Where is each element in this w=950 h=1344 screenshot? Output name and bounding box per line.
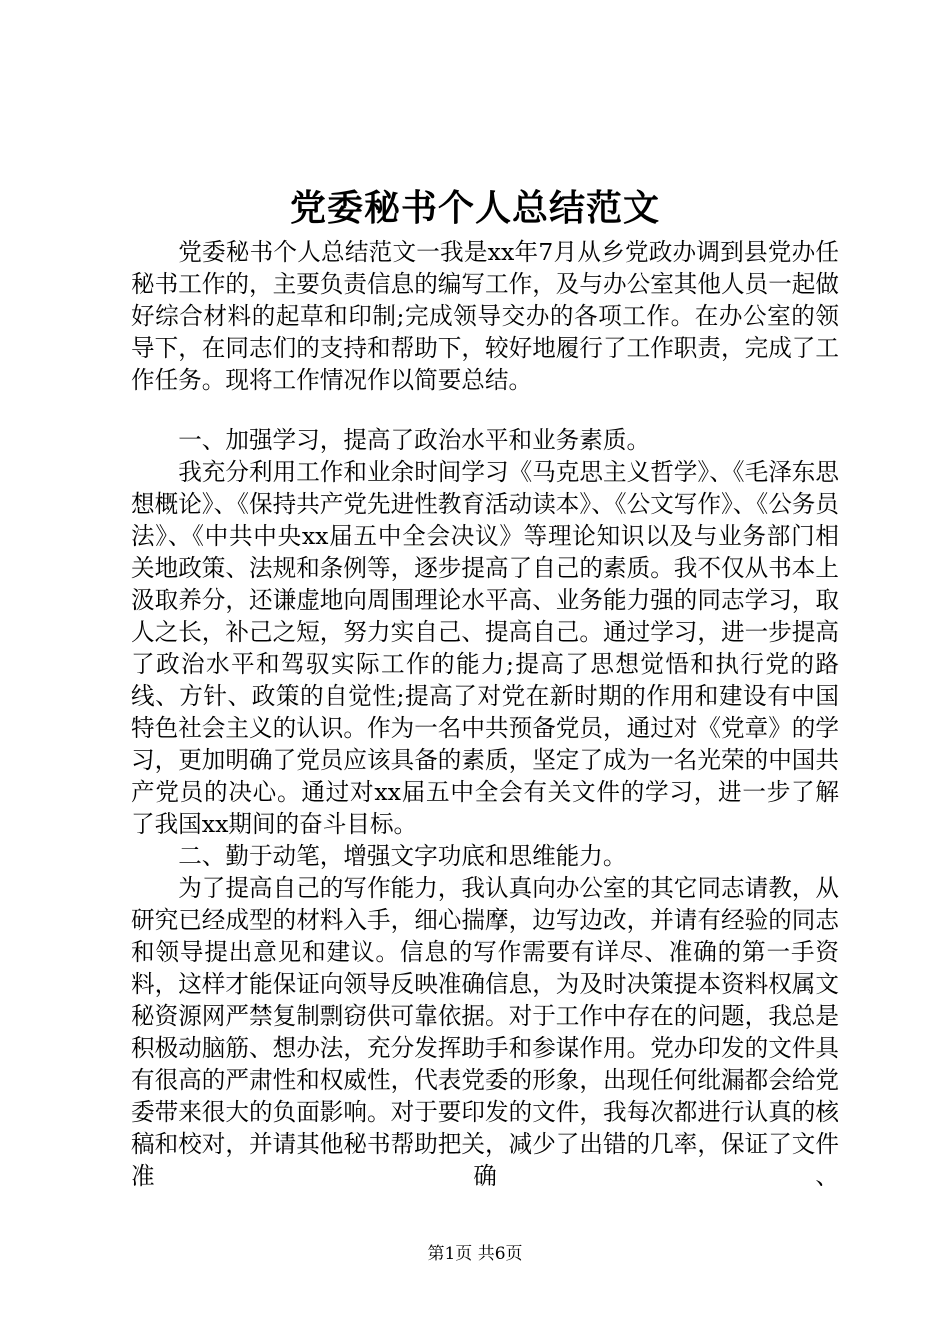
- page-number-footer: 第1页 共6页: [427, 1244, 523, 1264]
- paragraph-intro: 党委秘书个人总结范文一我是xx年7月从乡党政办调到县党办任秘书工作的，主要负责信息的编写工作，及与办公室其他人员一起做好综合材料的起草和印制;完成领导交办的各项工作。在办公室的领导下，在同志们的支持和帮助下，较好地履行了工作职责，完成了工作任务。现将工作情况作以简要总结。: [131, 238, 839, 394]
- paragraph-writing: 为了提高自己的写作能力，我认真向办公室的其它同志请教，从研究已经成型的材料入手，细心揣摩，边写边改，并请有经验的同志和领导提出意见和建议。信息的写作需要有详尽、准确的第一手资料，这样才能保证向领导反映准确信息，为及时决策提本资料权属文秘资源网严禁复制剽窃供可靠依据。对于工作中存在的问题，我总是积极动脑筋、想办法，充分发挥助手和参谋作用。党办印发的文件具有很高的严肃性和权威性，代表党委的形象，出现任何纰漏都会给党委带来很大的负面影响。对于要印发的文件，我每次都进行认真的核稿和校对，并请其他秘书帮助把关，减少了出错的几率，保证了文件准确、: [131, 874, 839, 1190]
- section-heading-1: 一、加强学习，提高了政治水平和业务素质。: [178, 426, 651, 454]
- section-heading-2: 二、勤于动笔，增强文字功底和思维能力。: [178, 842, 627, 870]
- document-title: 党委秘书个人总结范文: [289, 187, 660, 229]
- paragraph-study: 我充分利用工作和业余时间学习《马克思主义哲学》、《毛泽东思想概论》、《保持共产党先进性教育活动读本》、《公文写作》、《公务员法》、《中共中央xx届五中全会决议》等理论知识以及与业务部门相关地政策、法规和条例等，逐步提高了自己的素质。我不仅从书本上汲取养分，还谦虚地向周围理论水平高、业务能力强的同志学习，取人之长，补己之短，努力实自己、提高自己。通过学习，进一步提高了政治水平和驾驭实际工作的能力;提高了思想觉悟和执行党的路线、方针、政策的自觉性;提高了对党在新时期的作用和建设有中国特色社会主义的认识。作为一名中共预备党员，通过对《党章》的学习，更加明确了党员应该具备的素质，坚定了成为一名光荣的中国共产党员的决心。通过对xx届五中全会有关文件的学习，进一步了解了我国xx期间的奋斗目标。: [131, 458, 839, 838]
- paragraph-gap: [131, 396, 839, 424]
- document-body: [131, 236, 839, 1192]
